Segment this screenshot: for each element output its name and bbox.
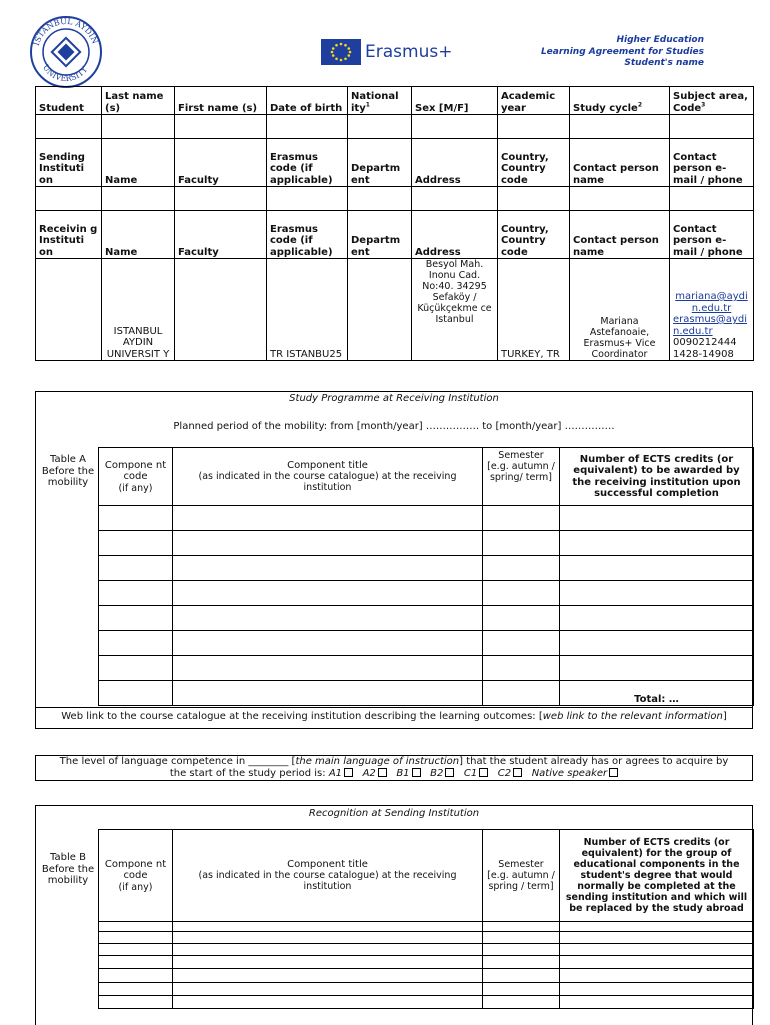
cell[interactable] [175,115,267,139]
student-label: Student [36,87,102,115]
table-a-section [35,391,753,722]
student-info-table [35,86,754,361]
university-seal-logo [29,15,103,89]
table-b-side-label: Table B Before the mobility [41,852,95,886]
col-nationality: National ity$^1$ [348,87,412,115]
table-a-col-title: Component title (as indicated in the course catalogue) at the receiving institution [173,448,483,506]
language-competence-box [35,755,753,781]
col-address: Address [412,211,498,259]
sending-label: Sending Instituti on [36,139,102,187]
student-values-row [36,115,754,139]
checkbox-native[interactable] [609,768,618,777]
cell[interactable] [412,187,498,211]
receiving-contact-name-value[interactable]: Mariana Astefanoaie, Erasmus+ Vice Coordinator [570,259,670,361]
student-row [36,87,754,115]
cell[interactable] [412,115,498,139]
col-erasmus-code: Erasmus code (if applicable) [267,139,348,187]
table-row [99,932,754,944]
cell[interactable] [670,115,754,139]
level-a1: A1 [328,767,343,779]
table-row [99,556,754,581]
phone-value: 0090212444 1428-14908 [673,337,737,360]
col-country: Country, Country code [498,139,570,187]
col-contact-name: Contact person name [570,139,670,187]
table-a-col-semester: Semester [e.g. autumn / spring/ term] [483,448,560,506]
receiving-contact-value [670,259,754,361]
level-b1: B1 [396,767,410,779]
table-a-title: Study Programme at Receiving Institution [289,393,499,404]
cell[interactable] [175,187,267,211]
receiving-erasmus-code-value[interactable]: TR ISTANBU25 [267,259,348,361]
col-country: Country, Country code [498,211,570,259]
col-department: Departm ent [348,139,412,187]
table-row [99,956,754,969]
checkbox-c1[interactable] [479,768,488,777]
web-link-row: Web link to the course catalogue at the receiving institution describing the learning outcomes: [web link to the relevant information] [61,711,727,722]
table-a-col-credits: Number of ECTS credits (or equivalent) to be awarded by the receiving institution upon successful completion [560,448,754,506]
checkbox-a1[interactable] [344,768,353,777]
table-row [99,996,754,1009]
table-b-grid [98,829,754,1009]
level-c2: C2 [497,767,512,779]
cell[interactable] [267,115,348,139]
cell[interactable] [570,115,670,139]
table-a-header-row [99,448,754,506]
table-row [99,506,754,531]
web-link-box [35,706,753,729]
table-row [99,581,754,606]
email-link-2[interactable]: erasmus@aydin.edu.tr [673,314,748,337]
table-a-col-code: Compone nt code (if any) [99,448,173,506]
table-row [99,944,754,956]
svg-text:UNIVERSITY: UNIVERSITY [40,62,90,84]
table-row [99,531,754,556]
col-name: Name [102,211,175,259]
language-line-1: The level of language competence in ________ [the main language of instruction] that the student already has or agrees to acquire by [59,756,729,767]
cell[interactable] [267,187,348,211]
col-contact-email: Contact person e-mail / phone [670,139,754,187]
email-link-1[interactable]: mariana@aydin.edu.tr [675,291,748,314]
table-row [99,983,754,996]
receiving-department-value[interactable] [348,259,412,361]
table-b-col-semester: Semester [e.g. autumn / spring / term] [483,830,560,922]
col-contact-name: Contact person name [570,211,670,259]
cell[interactable] [570,187,670,211]
cell [36,259,102,361]
table-row [99,969,754,983]
receiving-address-value[interactable]: Besyol Mah. Inonu Cad. No:40. 34295 Sefaköy / Küçükçekme ce Istanbul [412,259,498,361]
table-row [99,606,754,631]
checkbox-b2[interactable] [445,768,454,777]
planned-period: Planned period of the mobility: from [month/year] ……………. to [month/year] …………… [173,421,615,432]
receiving-values-row [36,259,754,361]
col-erasmus-code: Erasmus code (if applicable) [267,211,348,259]
eu-flag-icon [321,39,361,65]
table-a-side-label: Table A Before the mobility [41,454,95,488]
receiving-row [36,211,754,259]
document-header [541,35,704,70]
table-b-section [35,805,753,1025]
cell[interactable] [102,187,175,211]
col-last-name: Last name (s) [102,87,175,115]
col-name: Name [102,139,175,187]
header-line-2: Learning Agreement for Studies [540,46,704,57]
receiving-name-value[interactable]: ISTANBUL AYDIN UNIVERSIT Y [102,259,175,361]
level-b2: B2 [430,767,444,779]
cell[interactable] [670,187,754,211]
header-line-3: Student's name [624,58,704,68]
cell[interactable] [348,187,412,211]
erasmus-logo-text: Erasmus+ [365,42,453,62]
erasmus-logo [321,39,452,65]
level-a2: A2 [362,767,376,779]
header-line-1: Higher Education [616,35,704,45]
cell[interactable] [102,115,175,139]
sending-row [36,139,754,187]
col-faculty: Faculty [175,139,267,187]
table-b-col-code: Compone nt code (if any) [99,830,173,922]
col-department: Departm ent [348,211,412,259]
language-line-2: the start of the study period is: A1 A2 B1 B2 C1 C2 Native speaker [36,768,752,780]
receiving-label: Receivin g Instituti on [36,211,102,259]
cell [36,187,102,211]
col-address: Address [412,139,498,187]
cell[interactable] [498,187,570,211]
col-faculty: Faculty [175,211,267,259]
col-sex: Sex [M/F] [412,87,498,115]
col-study-cycle: Study cycle$^2$ [570,87,670,115]
checkbox-a2[interactable] [378,768,387,777]
col-subject-area: Subject area, Code$^3$ [670,87,754,115]
table-row [99,656,754,681]
table-a-grid [98,447,754,706]
col-academic-year: Academic year [498,87,570,115]
receiving-country-value[interactable]: TURKEY, TR [498,259,570,361]
level-native: Native speaker [531,767,608,779]
cell[interactable] [348,115,412,139]
col-first-name: First name (s) [175,87,267,115]
col-date-of-birth: Date of birth [267,87,348,115]
cell [36,115,102,139]
col-contact-email: Contact person e-mail / phone [670,211,754,259]
cell[interactable] [498,115,570,139]
checkbox-c2[interactable] [513,768,522,777]
total-cell[interactable]: Total: … [560,681,754,706]
table-b-col-credits: Number of ECTS credits (or equivalent) for the group of educational components in the student's degree that would normally be completed at the sending institution and which will be replaced by the study abroad [560,830,754,922]
level-c1: C1 [463,767,478,779]
table-row [99,631,754,656]
svg-text:ISTANBUL AYDIN: ISTANBUL AYDIN [31,16,100,47]
table-b-title: Recognition at Sending Institution [308,808,480,819]
web-link-placeholder[interactable]: web link to the relevant information [542,711,723,722]
table-row [99,681,754,706]
sending-values-row [36,187,754,211]
checkbox-b1[interactable] [412,768,421,777]
table-b-header-row [99,830,754,922]
table-b-col-title: Component title (as indicated in the course catalogue) at the receiving institution [173,830,483,922]
table-row [99,922,754,932]
receiving-faculty-value[interactable] [175,259,267,361]
